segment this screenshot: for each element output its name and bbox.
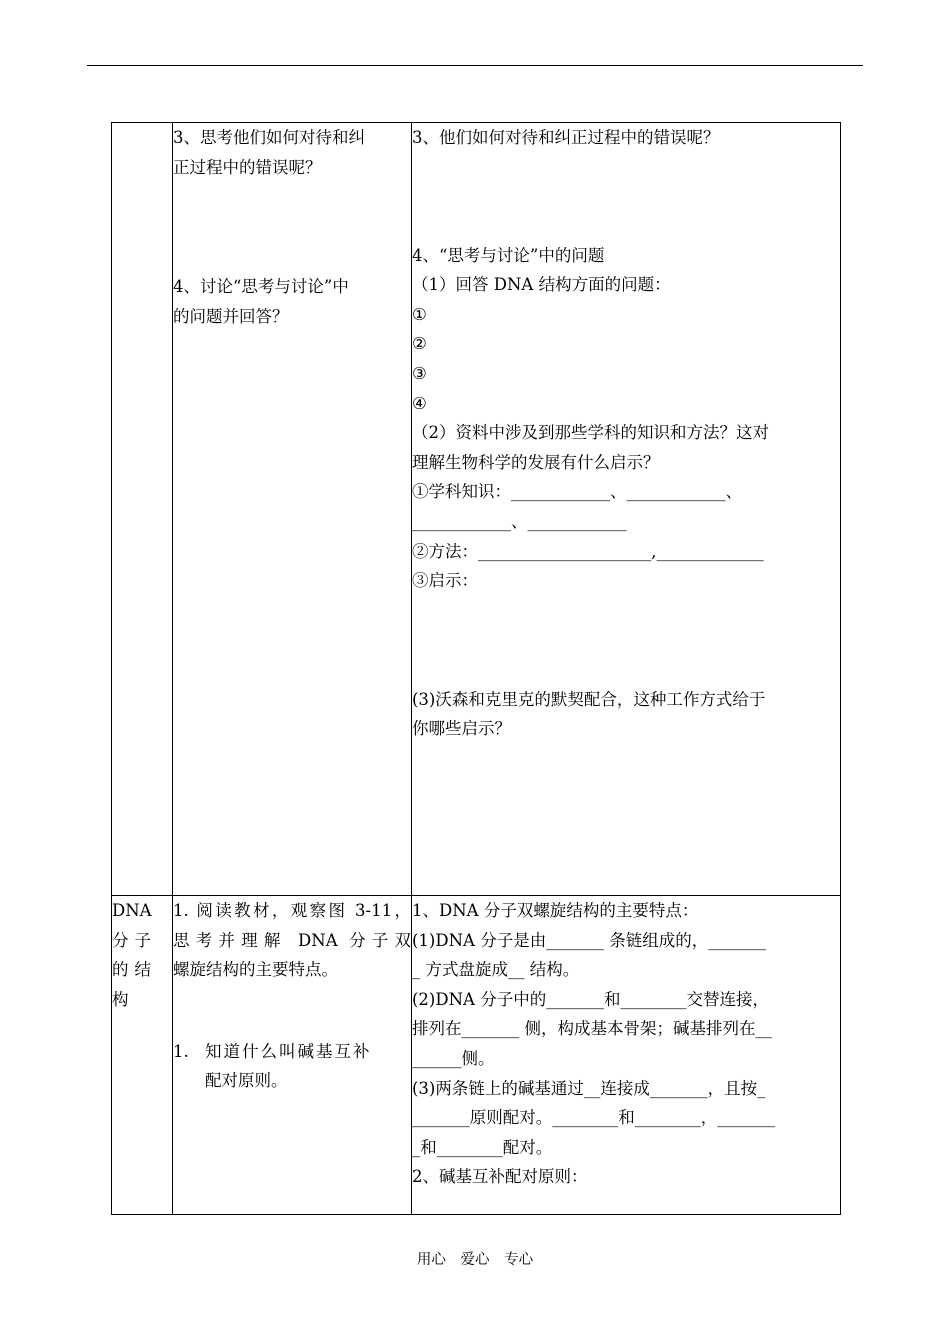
page-footer [0,1248,950,1269]
footer-text: 爱心 [460,1252,490,1268]
answer-q4-line: ② [412,334,427,354]
answer-line: _和________配对。 [412,1137,553,1157]
activity-cell [173,896,412,1215]
answer-line: (3)两条链上的碱基通过__连接成_______，且按_ [412,1078,766,1098]
answer-q4-line: ____________、____________ [412,511,627,531]
activity-item1-line: 螺旋结构的主要特点。 [173,960,338,980]
topic-cell-empty [112,123,173,896]
activity-item2-line: 配对原则。 [205,1071,288,1091]
activity-item2-line [173,1037,411,1067]
footer-text: 用心 [416,1252,446,1268]
answer-cell [412,123,841,896]
answer-q4-line: ②方法：_____________________,_____________ [412,541,764,561]
topic-line: DNA [112,901,152,920]
activity-cell [173,123,412,896]
answer-q4-line: 4、“思考与讨论”中的问题 [412,245,605,265]
answer-q4-3-line: 你哪些启示？ [412,719,511,739]
activity-item2-text: 知道什么叫碱基互补 [205,1041,372,1061]
topic-line: 构 [112,989,129,1009]
footer-text: 专心 [504,1252,534,1268]
activity-item1-line: 思考并理解 DNA 分子双 [173,930,411,950]
answer-q4-line: ④ [412,393,427,413]
answer-q3: 3、他们如何对待和纠正过程中的错误呢？ [412,128,720,147]
topic-line: 分子 [112,930,157,950]
answer-q4-line: （2）资料中涉及到那些学科的知识和方法？这对 [412,423,769,443]
topic-cell [112,896,173,1215]
header-rule [87,65,863,66]
activity-q3-line: 正过程中的错误呢？ [173,157,322,177]
table-row [112,123,841,896]
answer-line: 排列在_______ 侧，构成基本骨架；碱基排列在__ [412,1019,772,1039]
activity-q4-line: 的问题并回答？ [173,306,289,326]
list-number: 1. [173,1041,189,1061]
answer-line: 2、碱基互补配对原则： [412,1167,588,1187]
answer-q4-line: 理解生物科学的发展有什么启示？ [412,452,660,472]
answer-cell [412,896,841,1215]
answer-q4-line: ③ [412,363,427,383]
activity-q3-line: 3、思考他们如何对待和纠 [173,128,365,147]
lesson-table [111,122,841,1215]
answer-line: 1、DNA 分子双螺旋结构的主要特点： [412,901,699,920]
answer-line: _ 方式盘旋成__ 结构。 [412,960,580,980]
answer-q4-line: ③启示： [412,571,478,591]
answer-line: ______侧。 [412,1048,495,1068]
answer-line: _______原则配对。________和________，_______ [412,1108,775,1128]
answer-q4-3-line: (3)沃森和克里克的默契配合，这种工作方式给于 [412,689,766,709]
answer-q4-line: （1）回答 DNA 结构方面的问题： [412,275,671,295]
answer-q4-line: ①学科知识：____________、____________、 [412,482,742,502]
activity-q4-line: 4、讨论“思考与讨论”中 [173,277,349,297]
topic-line: 的结 [112,960,157,980]
activity-item1-line: 1. 阅读教材，观察图 3-11， [173,901,411,920]
table-row [112,896,841,1215]
answer-q4-line: ① [412,304,427,324]
answer-line: (1)DNA 分子是由_______ 条链组成的，_______ [412,930,766,950]
answer-line: (2)DNA 分子中的_______和________交替连接， [412,989,769,1009]
